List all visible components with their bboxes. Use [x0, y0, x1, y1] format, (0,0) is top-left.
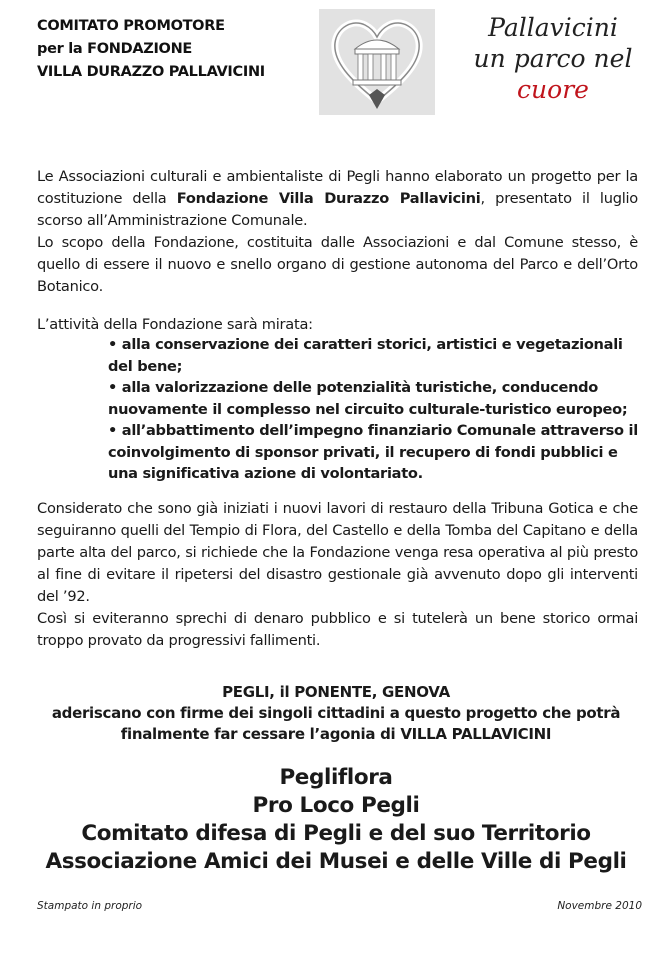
aims-lead: L’attività della Fondazione sarà mirata:	[37, 316, 313, 333]
signatory-name: Comitato difesa di Pegli e del suo Territorio	[81, 821, 591, 846]
heart-temple-logo	[319, 9, 435, 115]
committee-line: COMITATO PROMOTORE	[37, 18, 225, 34]
print-note: Stampato in proprio	[37, 900, 143, 912]
committee-line: per la FONDAZIONE	[37, 41, 193, 57]
motto-line: un parco nel	[473, 44, 633, 73]
list-item: • alla conservazione dei caratteri storici, artistici e vegetazionali del bene;	[108, 336, 623, 375]
foundation-name: Fondazione Villa Durazzo Pallavicini	[176, 190, 481, 207]
consideration-section	[37, 498, 638, 652]
signatory-name: Pro Loco Pegli	[252, 793, 420, 818]
committee-heading	[37, 15, 307, 84]
list-item: • alla valorizzazione delle potenzialità turistiche, conducendo nuovamente il complesso nel circuito culturale-turistico europeo;	[108, 379, 628, 418]
intro-section	[37, 166, 638, 298]
motto-line: Pallavicini	[488, 13, 618, 42]
appeal-line: aderiscano con firme dei singoli cittadini a questo progetto che potrà	[51, 704, 621, 722]
signatory-list	[20, 764, 652, 876]
signatory-name: Pegliflora	[279, 765, 393, 790]
appeal-line: PEGLI, il PONENTE, GENOVA	[222, 683, 450, 701]
conclusion-paragraph: Così si eviteranno sprechi di denaro pubblico e si tutelerà un bene storico ormai troppo provato da progressivi fallimenti.	[37, 610, 638, 649]
list-item: • all’abbattimento dell’impegno finanziario Comunale attraverso il coinvolgimento di sponsor privati, il recupero di fondi pubblici e una significativa azione di volontariato.	[108, 422, 638, 482]
signatory-name: Associazione Amici dei Musei e delle Ville di Pegli	[45, 849, 627, 874]
intro-paragraph	[37, 166, 638, 232]
appeal-block	[20, 682, 652, 745]
motto-accent-word: cuore	[517, 75, 589, 104]
aims-list	[108, 334, 638, 485]
appeal-line: finalmente far cessare l’agonia di VILLA PALLAVICINI	[120, 725, 552, 743]
intro-text: , presentato il luglio scorso all’Amministrazione Comunale.	[37, 190, 638, 229]
date-note: Novembre 2010	[557, 900, 642, 912]
purpose-paragraph: Lo scopo della Fondazione, costituita dalle Associazioni e dal Comune stesso, è quello di essere il nuovo e snello organo di gestione autonoma del Parco e dell’Orto Botanico.	[37, 234, 638, 295]
motto	[446, 12, 660, 105]
intro-text: Le Associazioni culturali e ambientaliste di Pegli hanno elaborato un progetto per la costituzione della	[37, 168, 638, 207]
consideration-paragraph: Considerato che sono già iniziati i nuovi lavori di restauro della Tribuna Gotica e che seguiranno quelli del Tempio di Flora, del Castello e della Tomba del Capitano e della parte alta del parco, si richiede che la Fondazione venga resa operativa al più presto al fine di evitare il ripetersi del disastro gestionale già avvenuto dopo gli interventi del ’92.	[37, 500, 638, 605]
committee-line: VILLA DURAZZO PALLAVICINI	[37, 64, 265, 80]
heart-temple-icon	[319, 9, 435, 115]
